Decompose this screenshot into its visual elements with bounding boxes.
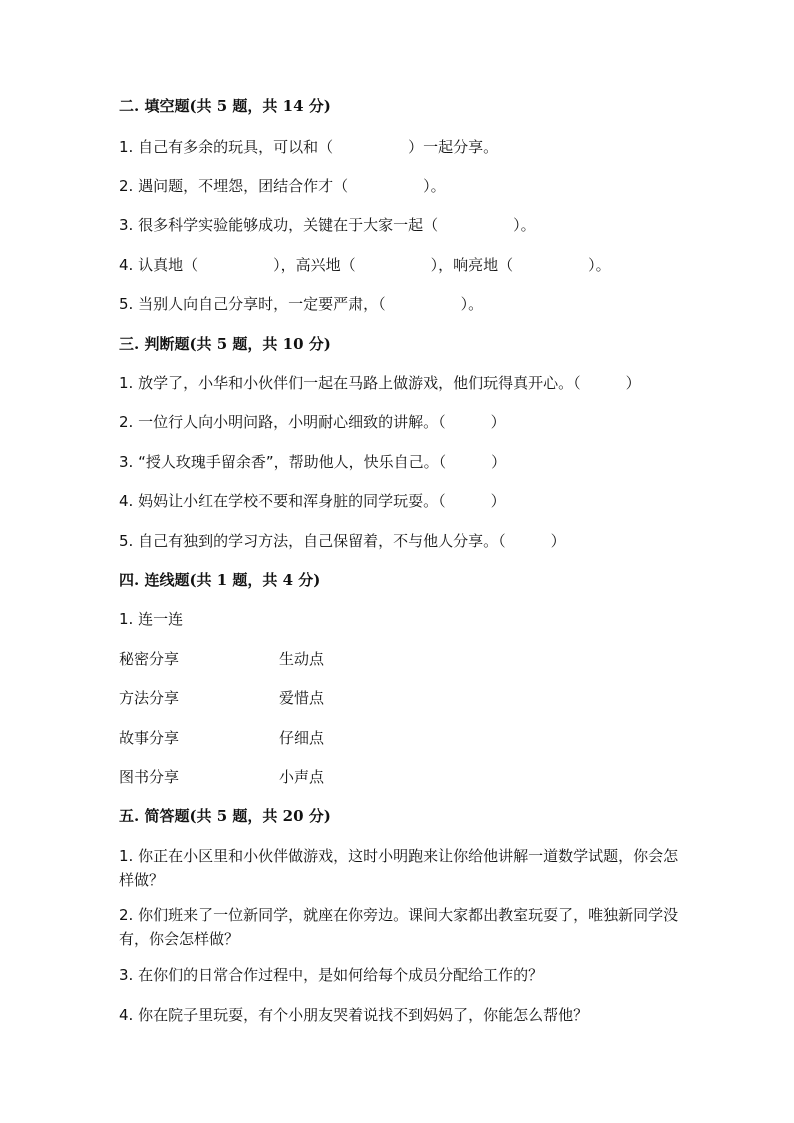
match-left-item: 图书分享 bbox=[119, 768, 180, 786]
judge-section-heading: 三. 判断题(共 5 题，共 10 分) bbox=[119, 335, 331, 353]
fill-question-4: 4. 认真地（ ），高兴地（ ），响亮地（ ）。 bbox=[119, 256, 611, 274]
fill-question-1: 1. 自己有多余的玩具，可以和（ ）一起分享。 bbox=[119, 138, 499, 156]
short-answer-question-1: 1. 你正在小区里和小伙伴做游戏，这时小明跑来让你给他讲解一道数学试题，你会怎样做？ bbox=[119, 847, 679, 889]
match-right-item: 仔细点 bbox=[279, 729, 325, 747]
judge-question-3: 3. “授人玫瑰手留余香”，帮助他人，快乐自己。（ ） bbox=[119, 453, 507, 471]
match-right-item: 爱惜点 bbox=[279, 689, 325, 707]
short-answer-question-2: 2. 你们班来了一位新同学，就座在你旁边。课间大家都出教室玩耍了，唯独新同学没有，你会怎样做？ bbox=[119, 906, 679, 948]
fill-question-5: 5. 当别人向自己分享时，一定要严肃，（ ）。 bbox=[119, 295, 484, 313]
match-right-item: 生动点 bbox=[279, 650, 325, 668]
short-answer-question-4: 4. 你在院子里玩耍，有个小朋友哭着说找不到妈妈了，你能怎么帮他？ bbox=[119, 1006, 589, 1024]
fill-section-heading: 二. 填空题(共 5 题，共 14 分) bbox=[119, 97, 331, 115]
match-left-item: 方法分享 bbox=[119, 689, 180, 707]
short-answer-question-3: 3. 在你们的日常合作过程中，是如何给每个成员分配给工作的？ bbox=[119, 966, 544, 984]
judge-question-5: 5. 自己有独到的学习方法，自己保留着，不与他人分享。（ ） bbox=[119, 532, 566, 550]
match-left-item: 秘密分享 bbox=[119, 650, 180, 668]
match-question-1: 1. 连一连 bbox=[119, 610, 184, 628]
judge-question-1: 1. 放学了，小华和小伙伴们一起在马路上做游戏，他们玩得真开心。（ ） bbox=[119, 374, 641, 392]
judge-question-2: 2. 一位行人向小明问路，小明耐心细致的讲解。（ ） bbox=[119, 413, 506, 431]
judge-question-4: 4. 妈妈让小红在学校不要和浑身脏的同学玩耍。（ ） bbox=[119, 492, 506, 510]
match-section-heading: 四. 连线题(共 1 题，共 4 分) bbox=[119, 571, 321, 589]
match-right-item: 小声点 bbox=[279, 768, 325, 786]
match-left-item: 故事分享 bbox=[119, 729, 180, 747]
fill-question-3: 3. 很多科学实验能够成功，关键在于大家一起（ ）。 bbox=[119, 216, 536, 234]
fill-question-2: 2. 遇问题，不埋怨，团结合作才（ ）。 bbox=[119, 177, 446, 195]
short-answer-section-heading: 五. 简答题(共 5 题，共 20 分) bbox=[119, 807, 331, 825]
